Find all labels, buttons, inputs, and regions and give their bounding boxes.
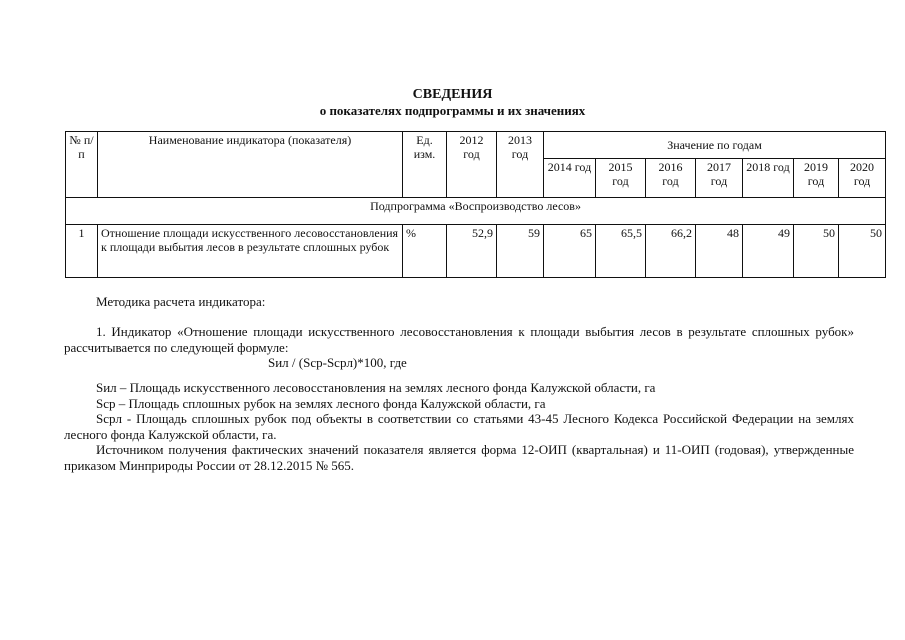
row-num: 1 <box>66 225 98 278</box>
document-title: СВЕДЕНИЯ <box>412 87 493 102</box>
header-name: Наименование индикатора (показателя) <box>98 132 403 198</box>
header-by-years: Значение по годам <box>544 132 886 159</box>
method-heading: Методика расчета индикатора: <box>96 294 266 309</box>
row-value-2012: 52,9 <box>447 225 497 278</box>
header-2013: 2013 год <box>497 132 544 198</box>
header-2016: 2016 год <box>646 159 696 198</box>
method-section <box>64 294 854 310</box>
row-indicator-name: Отношение площади искусственного лесовосстановления к площади выбытия лесов в результате сплошных рубок <box>98 225 403 278</box>
subprogram-row <box>66 198 886 225</box>
row-value-2017: 48 <box>696 225 743 278</box>
header-2017: 2017 год <box>696 159 743 198</box>
document-subtitle: о показателях подпрограммы и их значениях <box>319 103 586 118</box>
method-item-1: 1. Индикатор «Отношение площади искусственного лесовосстановления к площади выбытия лесов в результате сплошных рубок» рассчитывается по следующей формуле: <box>64 324 854 355</box>
source-note: Источником получения фактических значений показателя является форма 12-ОИП (квартальная) и 11-ОИП (годовая), утвержденные приказом Минприроды России от 28.12.2015 № 565. <box>64 442 854 473</box>
indicators-table <box>65 131 886 278</box>
definition-scp: Scp – Площадь сплошных рубок на землях лесного фонда Калужской области, га <box>96 395 546 411</box>
row-value-2019: 50 <box>794 225 839 278</box>
row-unit: % <box>403 225 447 278</box>
row-value-2013: 59 <box>497 225 544 278</box>
method-formula: Sил / (Scp-Scpл)*100, где <box>268 355 407 370</box>
definition-sil: Sил – Площадь искусственного лесовосстановления на землях лесного фонда Калужской области, га <box>96 380 656 395</box>
row-value-2016: 66,2 <box>646 225 696 278</box>
table-header-row <box>66 132 886 159</box>
header-2014: 2014 год <box>544 159 596 198</box>
definitions-section <box>64 380 854 473</box>
table-row <box>66 225 886 278</box>
row-value-2020: 50 <box>839 225 886 278</box>
header-2012: 2012 год <box>447 132 497 198</box>
definition-scpl: Scpл - Площадь сплошных рубок под объекты в соответствии со статьями 43-45 Лесного Кодекса Российской Федерации на землях лесного фонда Калужской области, га. <box>64 411 854 442</box>
header-2020: 2020 год <box>839 159 886 198</box>
subprogram-title: Подпрограмма «Воспроизводство лесов» <box>66 198 886 225</box>
row-value-2018: 49 <box>743 225 794 278</box>
header-2019: 2019 год <box>794 159 839 198</box>
header-2015: 2015 год <box>596 159 646 198</box>
row-value-2015: 65,5 <box>596 225 646 278</box>
row-value-2014: 65 <box>544 225 596 278</box>
header-unit: Ед. изм. <box>403 132 447 198</box>
header-num: № п/п <box>66 132 98 198</box>
header-2018: 2018 год <box>743 159 794 198</box>
method-body <box>64 324 854 371</box>
